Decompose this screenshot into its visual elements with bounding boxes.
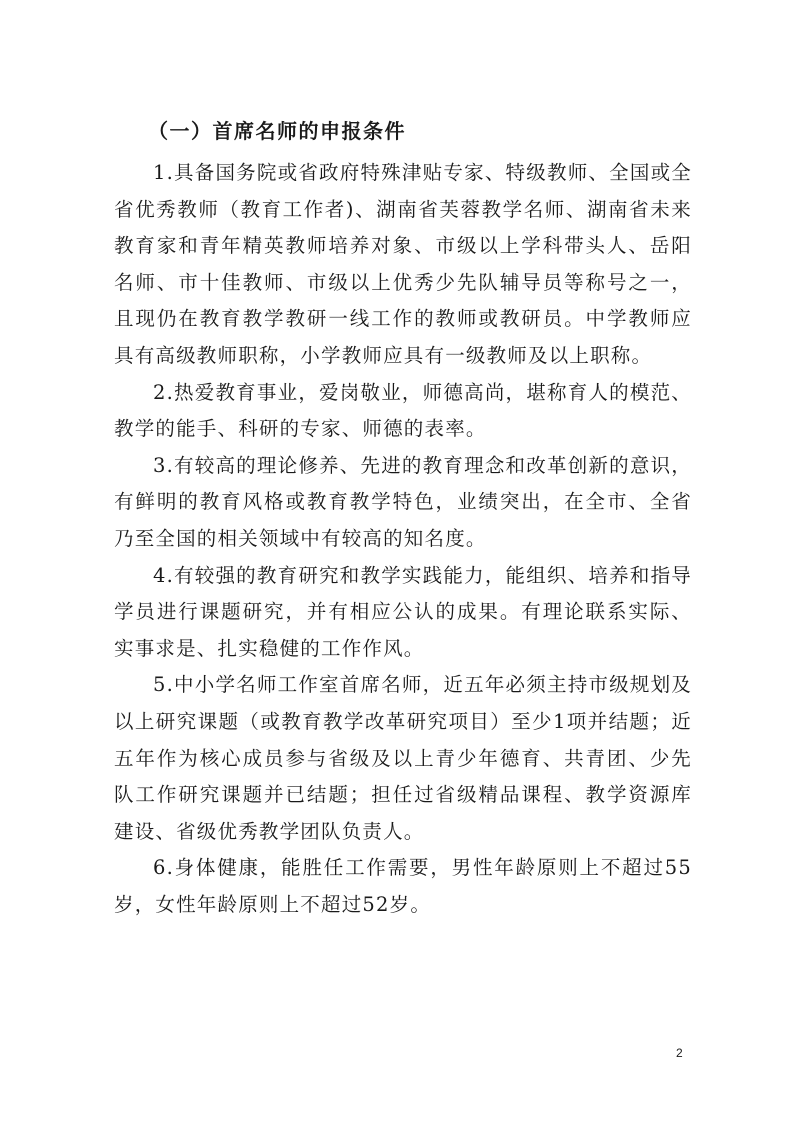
paragraph-3: 3.有较高的理论修养、先进的教育理念和改革创新的意识，有鲜明的教育风格或教育教学特色，业绩突出，在全市、全省乃至全国的相关领域中有较高的知名度。: [114, 453, 692, 550]
paragraph-2: 2.热爱教育事业，爱岗敬业，师德高尚，堪称育人的模范、教学的能手、科研的专家、师德的表率。: [114, 380, 692, 441]
page-number: 2: [676, 1046, 683, 1060]
paragraph-5: 5.中小学名师工作室首席名师，近五年必须主持市级规划及以上研究课题（或教育教学改革研究项目）至少1项并结题；近五年作为核心成员参与省级及以上青少年德育、共青团、少先队工作研究课题并已结题；担任过省级精品课程、教学资源库建设、省级优秀教学团队负责人。: [114, 673, 692, 843]
body-text: [114, 155, 692, 923]
section-heading: （一）首席名师的申报条件: [148, 119, 406, 143]
paragraph-1: 1.具备国务院或省政府特殊津贴专家、特级教师、全国或全省优秀教师（教育工作者)、湖南省芙蓉教学名师、湖南省未来教育家和青年精英教师培养对象、市级以上学科带头人、岳阳名师、市十佳教师、市级以上优秀少先队辅导员等称号之一，且现仍在教育教学教研一线工作的教师或教研员。中学教师应具有高级教师职称，小学教师应具有一级教师及以上职称。: [114, 161, 692, 367]
paragraph-6: 6.身体健康，能胜任工作需要，男性年龄原则上不超过55岁，女性年龄原则上不超过52岁。: [114, 856, 692, 916]
paragraph-4: 4.有较强的教育研究和教学实践能力，能组织、培养和指导学员进行课题研究，并有相应公认的成果。有理论联系实际、实事求是、扎实稳健的工作作风。: [114, 563, 692, 660]
